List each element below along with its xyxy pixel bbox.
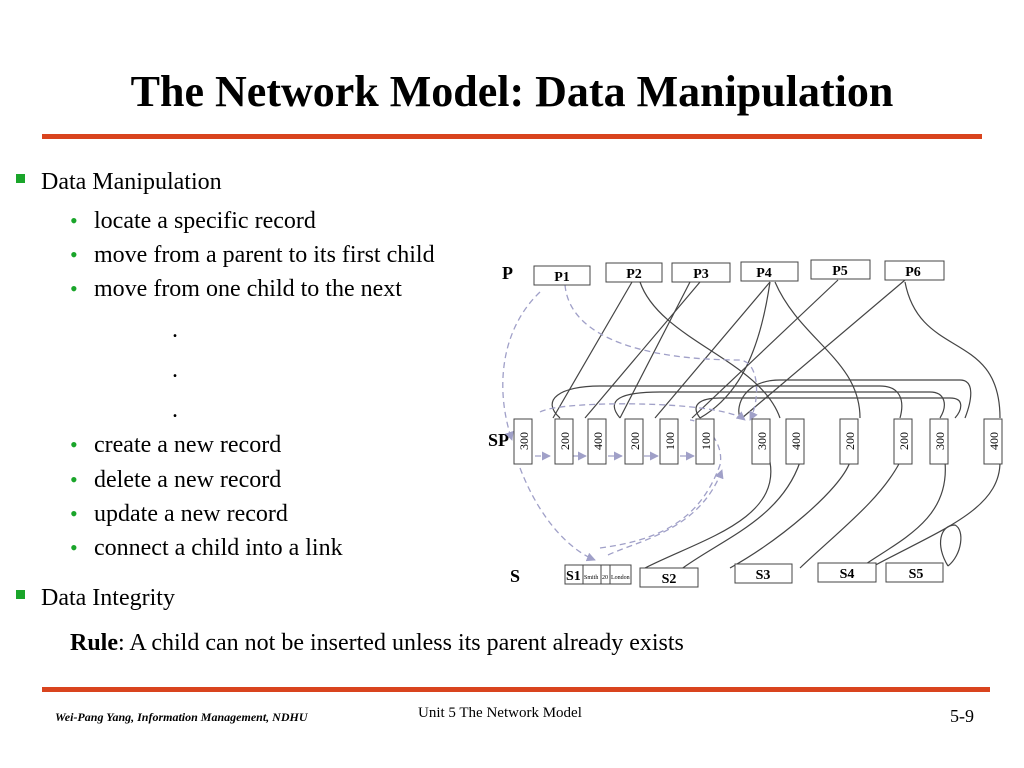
shipment-label: 300	[517, 432, 531, 450]
bullet-data-integrity: Data Integrity	[16, 583, 175, 613]
list-item: • delete a new record	[70, 467, 282, 493]
shipment-label: 200	[628, 432, 642, 450]
supplier-label: S1	[566, 569, 581, 584]
list-item: • update a new record	[70, 501, 288, 527]
row-label-s: S	[510, 566, 521, 586]
bullet-data-manipulation: Data Manipulation	[16, 167, 222, 197]
supplier-label: S3	[755, 568, 771, 583]
shipment-label: 100	[699, 432, 713, 450]
green-dot-bullet-icon: •	[70, 501, 78, 526]
part-label: P6	[905, 265, 921, 280]
supplier-label: S2	[661, 572, 677, 587]
part-label: P3	[693, 267, 709, 282]
green-dot-bullet-icon: •	[70, 432, 78, 457]
s1-field-status: 20	[602, 575, 608, 581]
part-label: P1	[554, 270, 570, 285]
row-label-p: P	[502, 263, 513, 283]
shipment-label: 200	[558, 432, 572, 450]
shipment-label: 400	[789, 432, 803, 450]
shipment-label: 200	[897, 432, 911, 450]
shipment-label: 100	[663, 432, 677, 450]
part-records	[534, 260, 944, 285]
part-shipment-links	[552, 280, 1000, 418]
shipment-label: 300	[933, 432, 947, 450]
supplier-records	[565, 563, 943, 587]
row-label-sp: SP	[488, 430, 510, 450]
shipment-label: 400	[591, 432, 605, 450]
page-number: 5-9	[950, 706, 974, 726]
shipment-label: 400	[987, 432, 1001, 450]
green-dot-bullet-icon: •	[70, 467, 78, 492]
list-item: • create a new record	[70, 432, 282, 458]
ellipsis-dot: .	[172, 357, 178, 383]
shipment-records	[514, 419, 1002, 464]
footer-divider	[42, 687, 990, 692]
shipment-label: 300	[755, 432, 769, 450]
supplier-shipment-links	[645, 462, 1000, 570]
part-label: P4	[756, 266, 772, 281]
footer-author: Wei-Pang Yang, Information Management, NDHU	[55, 710, 308, 724]
footer-unit: Unit 5 The Network Model	[418, 705, 582, 721]
list-item: • move from one child to the next	[70, 276, 402, 302]
green-dot-bullet-icon: •	[70, 276, 78, 301]
supplier-label: S4	[839, 567, 855, 582]
integrity-rule: Rule: A child can not be inserted unless its parent already exists	[70, 630, 684, 656]
part-label: P5	[832, 264, 848, 279]
shipment-label: 200	[843, 432, 857, 450]
green-dot-bullet-icon: •	[70, 242, 78, 267]
list-item: • locate a specific record	[70, 208, 316, 234]
list-item: • connect a child into a link	[70, 535, 343, 561]
s1-field-name: Smith	[584, 575, 599, 581]
green-dot-bullet-icon: •	[70, 535, 78, 560]
green-dot-bullet-icon: •	[70, 208, 78, 233]
list-item: • move from a parent to its first child	[70, 242, 435, 268]
slide-title: The Network Model: Data Manipulation	[130, 67, 894, 116]
s1-field-city: London	[611, 575, 630, 581]
supplier-label: S5	[908, 567, 924, 582]
part-label: P2	[626, 267, 642, 282]
ellipsis-dot: .	[172, 317, 178, 343]
ellipsis-dot: .	[172, 397, 178, 423]
